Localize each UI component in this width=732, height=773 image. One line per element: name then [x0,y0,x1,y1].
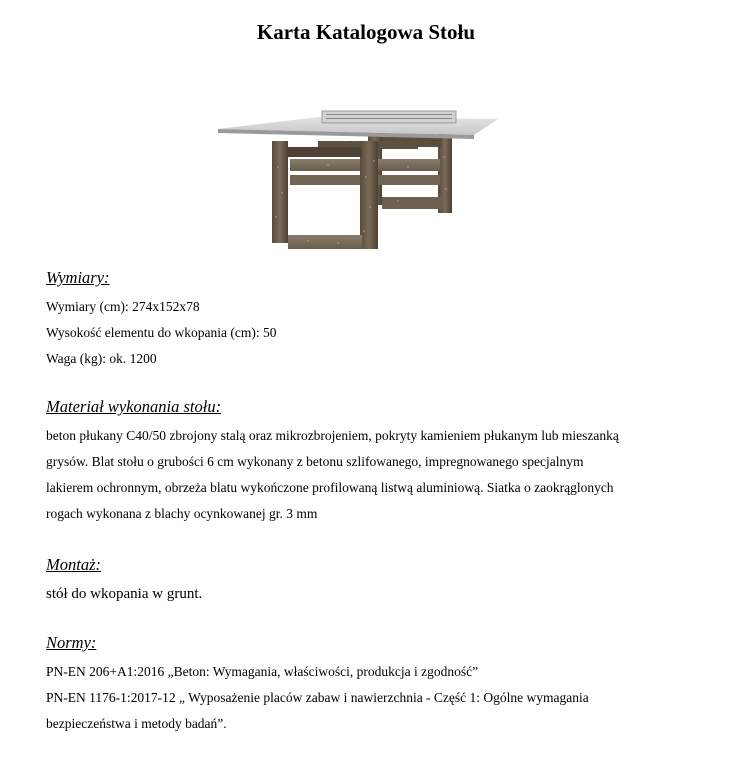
weight-line: Waga (kg): ok. 1200 [46,351,157,366]
document-title: Karta Katalogowa Stołu [256,20,476,44]
standard-line: PN-EN 206+A1:2016 „Beton: Wymagania, właściwości, produkcja i zgodność” [46,664,479,679]
section-heading: Normy: [46,633,97,652]
material-line: beton płukany C40/50 zbrojony stalą oraz mikrozbrojeniem, pokryty kamieniem płukanym lub mieszanką [46,428,619,443]
material-line: rogach wykonana z blachy ocynkowanej gr. 3 mm [46,506,318,521]
standard-line: PN-EN 1176-1:2017-12 „ Wyposażenie placów zabaw i nawierzchnia - Część 1: Ogólne wymagania [46,690,589,705]
burial-depth-line: Wysokość elementu do wkopania (cm): 50 [46,325,277,340]
section-dimensions [46,268,706,372]
standard-line: bezpieczeństwa i metody badań”. [46,716,227,731]
section-standards [46,633,706,737]
dimensions-line: Wymiary (cm): 274x152x78 [46,299,200,314]
section-installation [46,555,706,607]
section-heading: Materiał wykonania stołu: [46,397,222,416]
section-heading: Wymiary: [46,268,110,287]
section-heading: Montaż: [46,555,101,574]
section-material [46,397,706,527]
installation-line: stół do wkopania w grunt. [46,586,203,602]
table-photo [198,97,520,263]
material-line: lakierem ochronnym, obrzeża blatu wykończone profilowaną listwą aluminiową. Siatka o zaokrąglonych [46,480,614,495]
material-line: grysów. Blat stołu o grubości 6 cm wykonany z betonu szlifowanego, impregnowanego specjalnym [46,454,584,469]
